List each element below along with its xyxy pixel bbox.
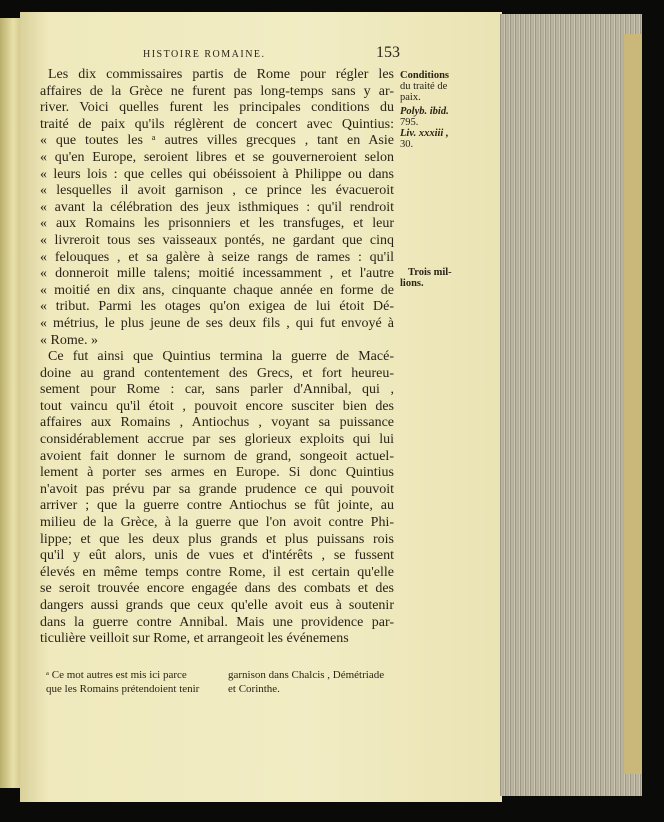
text-line: « moitié en dix ans, cinquante chaque année en forme de	[40, 282, 394, 298]
footnote-col2	[228, 668, 394, 696]
text-line: sement pour Rome : car, sans parler d'Annibal, qui ,	[40, 382, 394, 398]
text-line: « donneroit mille talens; moitié incessamment , et l'autre	[40, 266, 394, 282]
margin-line: Polyb. ibid.	[400, 106, 449, 117]
margin-line: lions.	[400, 278, 424, 289]
margin-line: du traité de	[400, 81, 448, 92]
text-line: milieu de la Grèce, à la guerre que l'on avoit contre Phi-	[40, 515, 394, 531]
margin-note-trois-millions	[400, 267, 496, 289]
page-block-edges	[500, 14, 642, 796]
margin-note-conditions	[400, 70, 496, 103]
text-line: « leurs lois : que celles qui obéissoient à Philippe ou dans	[40, 166, 394, 182]
text-line: « qu'en Europe, seroient libres et se gouverneroient selon	[40, 149, 394, 165]
text-line: doine au grand contentement des Grecs, et fort heureu-	[40, 365, 394, 381]
text-line: affaires de la Grèce ne furent pas long-temps sans y ar-	[40, 83, 394, 99]
text-line: « métrius, le plus jeune de ses deux fils , qui fut envoyé à	[40, 315, 394, 331]
margin-line: paix.	[400, 92, 421, 103]
margin-line: 30.	[400, 139, 414, 150]
text-line: affaires aux Romains , Antiochus , voyant sa puissance	[40, 415, 394, 431]
text-line: Les dix commissaires partis de Rome pour régler les	[48, 67, 394, 82]
text-line: river. Voici quelles furent les principales conditions du	[40, 100, 394, 116]
text-line: « que toutes les ᵃ autres villes grecques , tant en Asie	[40, 133, 394, 149]
margin-line: Conditions	[400, 70, 450, 81]
text-line: Ce fut ainsi que Quintius termina la guerre de Macé-	[48, 349, 394, 365]
margin-note-reference	[400, 106, 496, 150]
text-line: « lesquelles il avoit garnison , ce prince les évacueroit	[40, 183, 394, 199]
text-line: élevés en même temps contre Rome, il est certain qu'elle	[40, 564, 394, 580]
footnote-line: garnison dans Chalcis , Démétriade	[228, 668, 385, 681]
text-line: lement à porter ses armes en Europe. Si donc Quintius	[40, 465, 394, 481]
text-line: arriver ; que la guerre contre Antiochus se fût jointe, au	[40, 498, 394, 514]
facing-page-edge	[0, 18, 22, 788]
footnotes	[40, 668, 394, 696]
text-line: « felouques , et sa galère à seize rangs de rames : qu'il	[40, 249, 394, 265]
text-line: n'avoit pas prévu par sa grande prudence ce qui pouvoit	[40, 481, 394, 497]
text-line: ticulière veilloit sur Rome, et arrangeoit les événemens	[40, 631, 349, 647]
text-line: se seroit trouvée encore engagée dans des combats et des	[40, 581, 394, 597]
margin-line: Trois mil-	[408, 267, 452, 278]
text-column	[40, 67, 394, 696]
margin-line: Liv. xxxiii ,	[400, 128, 449, 139]
page-number: 153	[376, 44, 400, 61]
text-line: tout vaincu qu'il étoit , pouvoit encore susciter bien des	[40, 398, 394, 414]
text-line: « tribut. Parmi les otages qu'on exigea de lui étoit Dé-	[40, 299, 394, 315]
footnote-line: et Corinthe.	[228, 682, 280, 695]
text-line: lippe; et que les deux plus grands et plus puissans rois	[40, 531, 394, 547]
text-line: avoient fait donner le surnom de grand, songeoit actuel-	[40, 448, 394, 464]
text-line: qu'il y eût alors, unis de vues et d'intérêts , se fussent	[40, 548, 394, 564]
text-line: dangers aussi grands que ceux qu'elle avoit eus à soutenir	[40, 598, 394, 613]
running-title: HISTOIRE ROMAINE.	[143, 49, 266, 60]
text-line: « Rome. »	[40, 332, 98, 348]
text-line: considérablement accrue par ses glorieux exploits qui lui	[40, 432, 394, 448]
footnote-line: ᵃ Ce mot autres est mis ici parce	[46, 668, 187, 681]
text-line: dans la guerre contre Annibal. Mais une providence par-	[40, 614, 394, 630]
body-text	[40, 67, 394, 648]
text-line: « avant la célébration des jeux isthmiques : qu'il rendroit	[40, 199, 394, 215]
text-line: « aux Romains les prisonniers et les transfuges, et leur	[40, 216, 394, 232]
footnote-line: que les Romains prétendoient tenir	[46, 682, 200, 695]
text-line: « livreroit tous ses vaisseaux pontés, ne gardant que cinq	[40, 232, 394, 248]
text-line: traité de paix qu'ils réglèrent de concert avec Quintius:	[40, 116, 394, 132]
margin-line: 795.	[400, 117, 419, 128]
footnote-col1	[46, 668, 212, 696]
